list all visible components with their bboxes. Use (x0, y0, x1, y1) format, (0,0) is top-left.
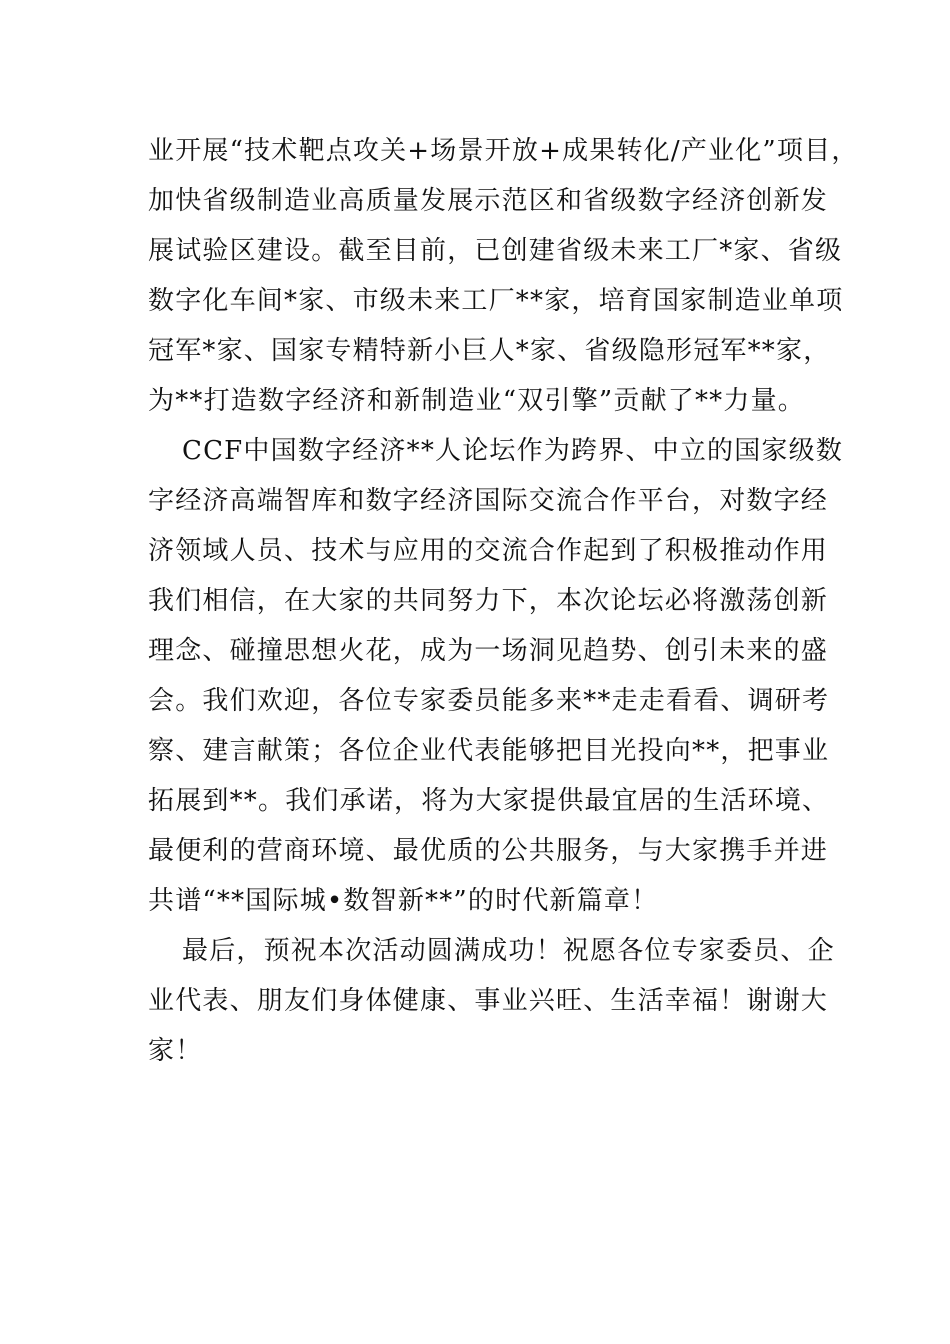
paragraph-2-line-8: 拓展到**。我们承诺，将为大家提供最宜居的生活环境、 (148, 786, 830, 816)
paragraph-2-line-9: 最便利的营商环境、最优质的公共服务，与大家携手并进 (148, 836, 829, 866)
paragraph-3-line-3: 家！ (148, 1036, 203, 1066)
paragraph-1-line-5: 冠军*家、国家专精特新小巨人*家、省级隐形冠军**家， (148, 336, 831, 366)
paragraph-2-line-2: 字经济高端智库和数字经济国际交流合作平台，对数字经 (148, 486, 829, 516)
paragraph-2-line-4: 我们相信，在大家的共同努力下，本次论坛必将激荡创新 (148, 586, 829, 616)
paragraph-1-line-6: 为**打造数字经济和新制造业“双引擎”贡献了**力量。 (148, 386, 805, 416)
paragraph-2-line-1: CCF中国数字经济**人论坛作为跨界、中立的国家级数 (182, 436, 844, 466)
paragraph-3-line-1: 最后，预祝本次活动圆满成功！祝愿各位专家委员、企 (182, 936, 835, 966)
paragraph-1-line-2: 加快省级制造业高质量发展示范区和省级数字经济创新发 (148, 186, 829, 216)
paragraph-1-line-1: 业开展“技术靶点攻关+场景开放+成果转化/产业化”项目， (148, 136, 859, 166)
paragraph-2-line-6: 会。我们欢迎，各位专家委员能多来**走走看看、调研考 (148, 686, 830, 716)
paragraph-2-line-5: 理念、碰撞思想火花，成为一场洞见趋势、创引未来的盛 (148, 636, 829, 666)
paragraph-2-line-3: 济领域人员、技术与应用的交流合作起到了积极推动作用 (148, 536, 829, 566)
paragraph-1-line-4: 数字化车间*家、市级未来工厂**家，培育国家制造业单项 (148, 286, 844, 316)
paragraph-3-line-2: 业代表、朋友们身体健康、事业兴旺、生活幸福！谢谢大 (148, 986, 829, 1016)
paragraph-2-line-7: 察、建言献策；各位企业代表能够把目光投向**，把事业 (148, 736, 830, 766)
paragraph-1-line-3: 展试验区建设。截至目前，已创建省级未来工厂*家、省级 (148, 236, 843, 266)
paragraph-2-line-10: 共谱“**国际城•数智新**”的时代新篇章！ (148, 886, 659, 916)
